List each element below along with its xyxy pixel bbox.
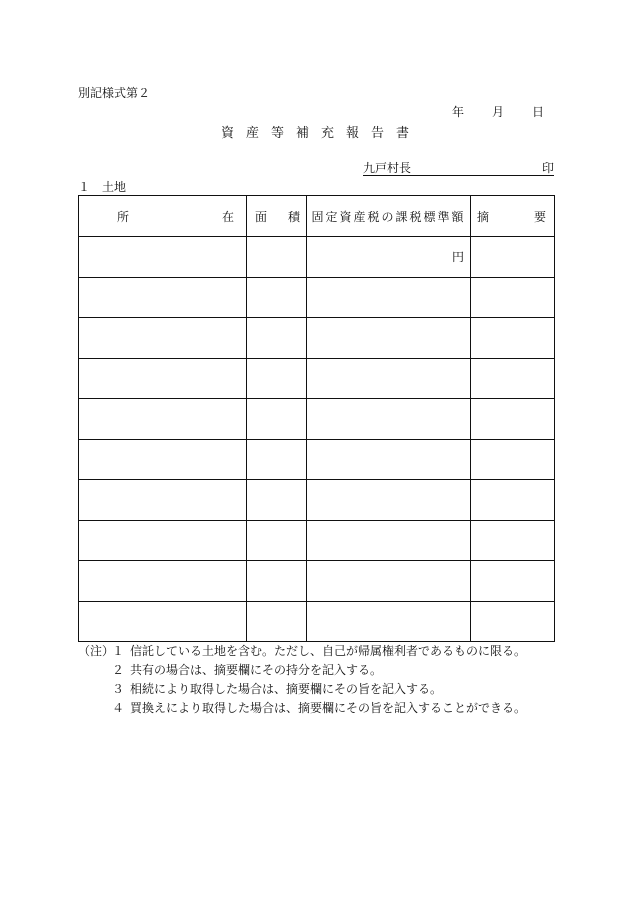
header-location-char: 所 bbox=[117, 209, 130, 224]
cell-tax-value[interactable] bbox=[307, 358, 471, 399]
cell-summary[interactable] bbox=[471, 561, 555, 602]
date-month: 月 bbox=[492, 105, 505, 119]
table-row bbox=[79, 601, 555, 642]
note-number: ４ bbox=[112, 701, 125, 715]
title-char: 書 bbox=[396, 126, 410, 141]
cell-area[interactable] bbox=[247, 520, 307, 561]
cell-summary[interactable] bbox=[471, 601, 555, 642]
note-text: 共有の場合は、摘要欄にその持分を記入する。 bbox=[130, 663, 383, 677]
title-char: 等 bbox=[270, 126, 284, 141]
seal-mark: 印 bbox=[541, 161, 554, 175]
cell-area[interactable] bbox=[247, 480, 307, 521]
date-line bbox=[452, 103, 544, 120]
title-char: 資 bbox=[220, 126, 234, 141]
table-row bbox=[79, 480, 555, 521]
table-row bbox=[79, 358, 555, 399]
title-char: 産 bbox=[245, 126, 259, 141]
cell-area[interactable] bbox=[247, 399, 307, 440]
note-number: １ bbox=[112, 644, 125, 658]
note-text: 買換えにより取得した場合は、摘要欄にその旨を記入することができる。 bbox=[130, 701, 527, 715]
table-row bbox=[79, 318, 555, 359]
document-title bbox=[0, 122, 630, 141]
cell-location[interactable] bbox=[79, 480, 247, 521]
cell-tax-value[interactable] bbox=[307, 277, 471, 318]
cell-summary[interactable] bbox=[471, 520, 555, 561]
cell-area[interactable] bbox=[247, 601, 307, 642]
cell-area[interactable] bbox=[247, 237, 307, 278]
cell-location[interactable] bbox=[79, 358, 247, 399]
cell-area[interactable] bbox=[247, 561, 307, 602]
cell-location[interactable] bbox=[79, 318, 247, 359]
title-char: 告 bbox=[371, 126, 385, 141]
cell-tax-value[interactable] bbox=[307, 561, 471, 602]
signer-line bbox=[363, 159, 554, 176]
cell-summary[interactable] bbox=[471, 399, 555, 440]
header-summary-char: 要 bbox=[533, 209, 546, 224]
cell-tax-value[interactable] bbox=[307, 439, 471, 480]
cell-tax-value[interactable] bbox=[307, 480, 471, 521]
header-area-char: 積 bbox=[287, 209, 300, 224]
header-summary bbox=[471, 196, 555, 237]
cell-tax-value[interactable] bbox=[307, 318, 471, 359]
table-row bbox=[79, 237, 555, 278]
cell-area[interactable] bbox=[247, 358, 307, 399]
header-tax-value-label: 固定資産税の課税標準額 bbox=[311, 209, 466, 224]
land-table bbox=[78, 195, 555, 642]
cell-summary[interactable] bbox=[471, 439, 555, 480]
cell-area[interactable] bbox=[247, 318, 307, 359]
note-number: ３ bbox=[112, 682, 125, 696]
table-row bbox=[79, 277, 555, 318]
title-char: 充 bbox=[321, 126, 335, 141]
cell-area[interactable] bbox=[247, 439, 307, 480]
table-row bbox=[79, 561, 555, 602]
header-summary-char: 摘 bbox=[477, 209, 490, 224]
cell-summary[interactable] bbox=[471, 318, 555, 359]
cell-summary[interactable] bbox=[471, 237, 555, 278]
cell-area[interactable] bbox=[247, 277, 307, 318]
cell-summary[interactable] bbox=[471, 358, 555, 399]
cell-location[interactable] bbox=[79, 439, 247, 480]
cell-location[interactable] bbox=[79, 601, 247, 642]
yen-unit: 円 bbox=[451, 250, 464, 265]
table-header-row bbox=[79, 196, 555, 237]
header-location bbox=[79, 196, 247, 237]
cell-tax-value[interactable] bbox=[307, 601, 471, 642]
header-area-char: 面 bbox=[255, 209, 268, 224]
cell-tax-value[interactable] bbox=[307, 237, 471, 278]
date-day: 日 bbox=[532, 105, 545, 119]
section-heading: １ 土地 bbox=[78, 180, 127, 194]
header-area bbox=[247, 196, 307, 237]
date-year: 年 bbox=[452, 105, 465, 119]
header-tax-value bbox=[307, 196, 471, 237]
cell-tax-value[interactable] bbox=[307, 399, 471, 440]
table-row bbox=[79, 439, 555, 480]
note-text: 信託している土地を含む。ただし、自己が帰属権利者であるものに限る。 bbox=[130, 644, 527, 658]
cell-summary[interactable] bbox=[471, 480, 555, 521]
cell-location[interactable] bbox=[79, 561, 247, 602]
form-number: 別記様式第２ bbox=[78, 86, 151, 100]
cell-location[interactable] bbox=[79, 399, 247, 440]
signer-name: 九戸村長 bbox=[363, 161, 412, 175]
cell-tax-value[interactable] bbox=[307, 520, 471, 561]
table-row bbox=[79, 520, 555, 561]
header-location-char: 在 bbox=[221, 209, 234, 224]
cell-summary[interactable] bbox=[471, 277, 555, 318]
cell-location[interactable] bbox=[79, 237, 247, 278]
notes-prefix: （注） bbox=[78, 644, 115, 658]
title-char: 報 bbox=[346, 126, 360, 141]
title-char: 補 bbox=[295, 126, 309, 141]
cell-location[interactable] bbox=[79, 520, 247, 561]
table-row bbox=[79, 399, 555, 440]
cell-location[interactable] bbox=[79, 277, 247, 318]
note-text: 相続により取得した場合は、摘要欄にその旨を記入する。 bbox=[130, 682, 443, 696]
note-number: ２ bbox=[112, 663, 125, 677]
